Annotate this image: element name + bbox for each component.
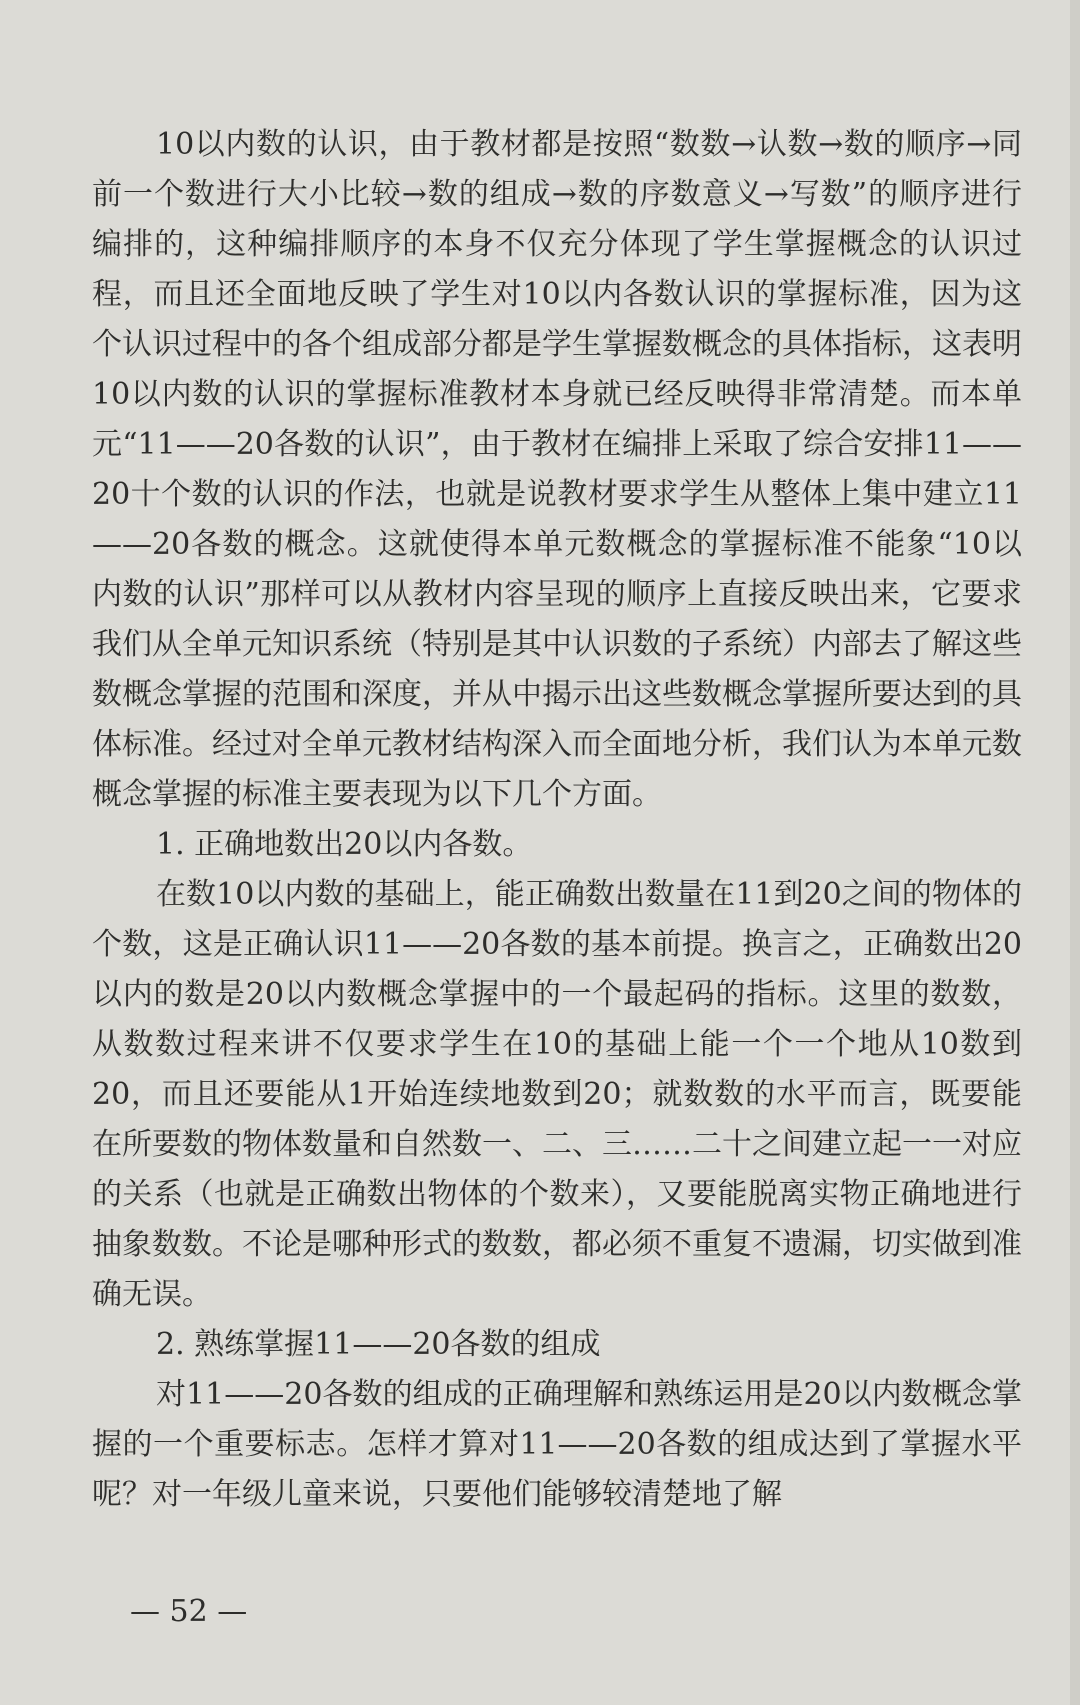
page-number: — 52 —	[130, 1594, 248, 1629]
section-heading-1: 1. 正确地数出20以内各数。	[156, 827, 533, 862]
paragraph-3: 对11——20各数的组成的正确理解和熟练运用是20以内数概念掌握的一个重要标志。怎样才算对11——20各数的组成达到了掌握水平呢？对一年级儿童来说，只要他们能够较清楚地了解	[92, 1377, 1022, 1512]
page-edge	[1070, 0, 1080, 1705]
paragraph-2: 在数10以内数的基础上，能正确数出数量在11到20之间的物体的个数，这是正确认识11——20各数的基本前提。换言之，正确数出20以内的数是20以内数概念掌握中的一个最起码的指标。这里的数数，从数数过程来讲不仅要求学生在10的基础上能一个一个地从10数到20，而且还要能从1开始连续地数到20；就数数的水平而言，既要能在所要数的物体数量和自然数一、二、三……二十之间建立起一一对应的关系（也就是正确数出物体的个数来），又要能脱离实物正确地进行抽象数数。不论是哪种形式的数数，都必须不重复不遗漏，切实做到准确无误。	[92, 877, 1022, 1312]
section-heading-2: 2. 熟练掌握11——20各数的组成	[156, 1327, 601, 1362]
page-text	[92, 120, 1022, 1520]
paragraph-1: 10以内数的认识，由于教材都是按照“数数→认数→数的顺序→同前一个数进行大小比较→数的组成→数的序数意义→写数”的顺序进行编排的，这种编排顺序的本身不仅充分体现了学生掌握概念的认识过程，而且还全面地反映了学生对10以内各数认识的掌握标准，因为这个认识过程中的各个组成部分都是学生掌握数概念的具体指标，这表明10以内数的认识的掌握标准教材本身就已经反映得非常清楚。而本单元“11——20各数的认识”，由于教材在编排上采取了综合安排11——20十个数的认识的作法，也就是说教材要求学生从整体上集中建立11——20各数的概念。这就使得本单元数概念的掌握标准不能象“10以内数的认识”那样可以从教材内容呈现的顺序上直接反映出来，它要求我们从全单元知识系统（特别是其中认识数的子系统）内部去了解这些数概念掌握的范围和深度，并从中揭示出这些数概念掌握所要达到的具体标准。经过对全单元教材结构深入而全面地分析，我们认为本单元数概念掌握的标准主要表现为以下几个方面。	[92, 127, 1022, 812]
